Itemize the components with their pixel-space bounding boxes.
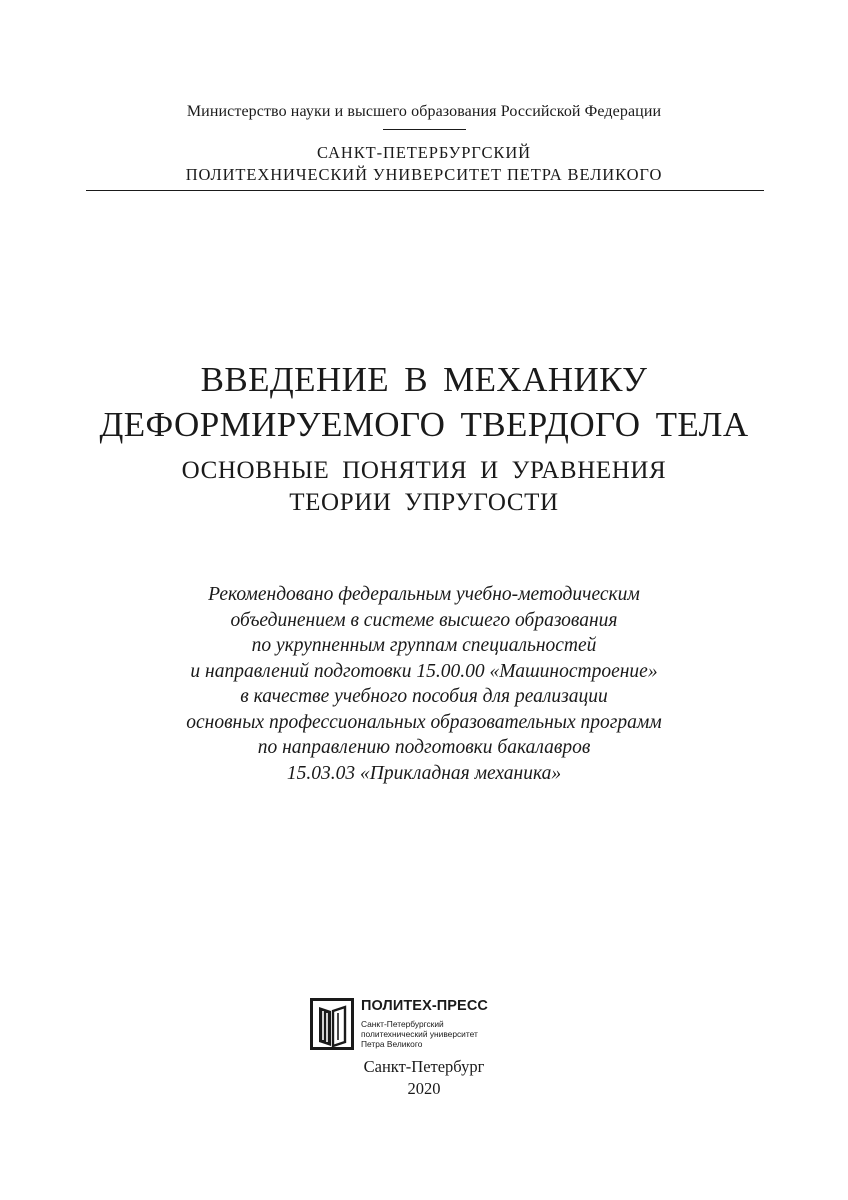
recommendation-line: в качестве учебного пособия для реализации [240, 686, 608, 707]
book-subtitle-line-2: ТЕОРИИ УПРУГОСТИ [289, 489, 559, 516]
recommendation-line: основных профессиональных образовательных программ [186, 711, 662, 733]
university-line-2: ПОЛИТЕХНИЧЕСКИЙ УНИВЕРСИТЕТ ПЕТРА ВЕЛИКОГО [185, 165, 663, 184]
publisher-subtitle-line-3: Петра Великого [361, 1039, 423, 1050]
recommendation-line: и направлений подготовки 15.00.00 «Машиностроение» [190, 660, 658, 682]
recommendation-line: 15.03.03 «Прикладная механика» [286, 762, 562, 784]
publisher-subtitle [361, 1019, 478, 1050]
book-subtitle [0, 455, 848, 519]
short-divider [383, 129, 466, 130]
publisher-logo [310, 998, 520, 1056]
recommendation-block [0, 582, 848, 786]
university-name [0, 142, 848, 186]
book-title-line-1: ВВЕДЕНИЕ В МЕХАНИКУ [200, 360, 648, 399]
recommendation-line: по направлению подготовки бакалавров [257, 737, 591, 758]
book-title-line-2: ДЕФОРМИРУЕМОГО ТВЕРДОГО ТЕЛА [99, 405, 749, 444]
ministry-line: Министерство науки и высшего образования Российской Федерации [186, 103, 662, 120]
book-title [0, 357, 848, 447]
imprint-year: 2020 [407, 1079, 441, 1098]
imprint [0, 1056, 848, 1100]
publisher-subtitle-line-1: Санкт-Петербургский [361, 1019, 444, 1029]
publisher-name: ПОЛИТЕХ-ПРЕСС [361, 998, 488, 1014]
university-line-1: САНКТ-ПЕТЕРБУРГСКИЙ [317, 143, 531, 162]
recommendation-line: по укрупненным группам специальностей [251, 635, 597, 656]
publisher-book-icon [310, 998, 354, 1050]
publisher-subtitle-line-2: политехнический университет [361, 1029, 478, 1040]
recommendation-line: объединением в системе высшего образования [230, 609, 618, 631]
recommendation-line: Рекомендовано федеральным учебно-методическим [208, 584, 640, 605]
header-divider [86, 190, 764, 191]
imprint-city: Санкт-Петербург [363, 1057, 485, 1076]
book-subtitle-line-1: ОСНОВНЫЕ ПОНЯТИЯ И УРАВНЕНИЯ [181, 457, 667, 484]
